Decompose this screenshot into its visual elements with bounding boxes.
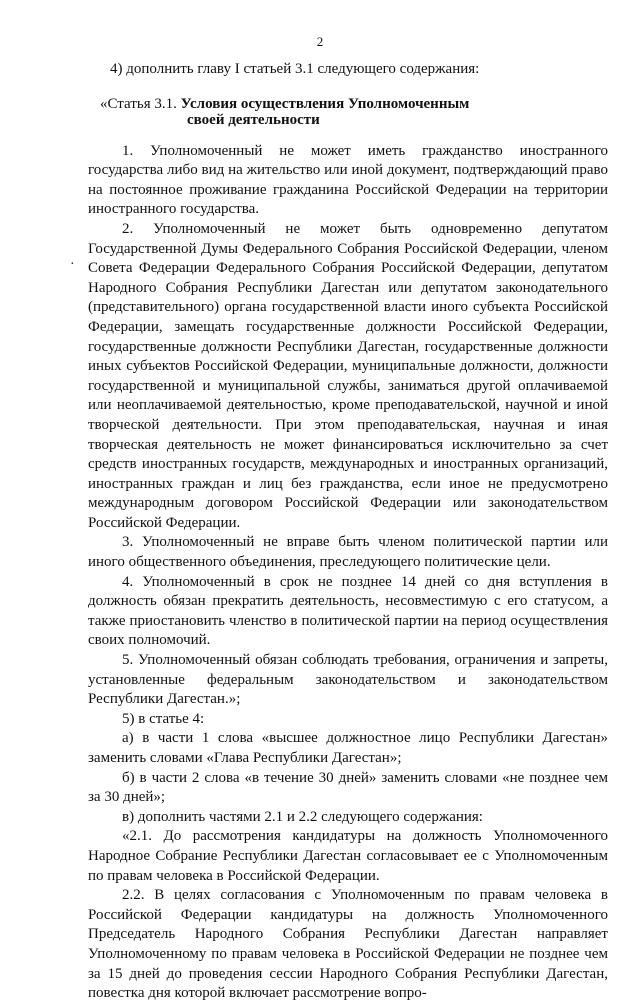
paragraph: а) в части 1 слова «высшее должностное лицо Республики Дагестан» заменить словами «Глава Республики Дагестан»; xyxy=(88,730,608,766)
document-body xyxy=(88,60,608,1004)
paragraph: 5) в статье 4: xyxy=(122,710,205,727)
paragraph: 3. Уполномоченный не вправе быть членом политической партии или иного общественного объединения, преследующего политические цели. xyxy=(88,534,608,571)
margin-mark: · xyxy=(70,257,75,272)
paragraph: «2.1. До рассмотрения кандидатуры на должность Уполномоченного Народное Собрание Республики Дагестан согласовывает ее с Уполномоченным по правам человека в Российской Федерации. xyxy=(88,828,608,884)
paragraph: 2.2. В целях согласования с Уполномоченным по правам человека в Российской Федерации кандидатуры на должность Уполномоченного Председатель Народного Собрания Республики Дагестан направляет Уполномоченному по правам человека в Российской Федерации не позднее чем за 15 дней до проведения сессии Народного Собрания Республики Дагестан, повестка дня которой включает рассмотрение вопро- xyxy=(88,887,608,1002)
intro-line: 4) дополнить главу I статьей 3.1 следующего содержания: xyxy=(110,61,480,77)
article-heading xyxy=(88,96,608,128)
paragraph: б) в части 2 слова «в течение 30 дней» заменить словами «не позднее чем за 30 дней»; xyxy=(88,769,608,806)
page-number: 2 xyxy=(316,34,324,49)
paragraph: 5. Уполномоченный обязан соблюдать требования, ограничения и запреты, установленные федеральным законодательством и законодательством Республики Дагестан.»; xyxy=(88,652,608,708)
paragraph: в) дополнить частями 2.1 и 2.2 следующего содержания: xyxy=(122,808,483,825)
article-prefix: «Статья 3.1. xyxy=(100,95,177,112)
paragraph: 2. Уполномоченный не может быть одновременно депутатом Государственной Думы Федерального Собрания Российской Федерации, членом Совета Федерации Федерального Собрания Российской Федерации, депутатом Народного Собрания Республики Дагестан или депутатом законодательного (представительного) органа государственной власти иного субъекта Российской Федерации, замещать государственные должности Российской Федерации, государственные должности Республики Дагестан, государственные должности иных субъектов Российской Федерации, муниципальные должности, должности государственной и муниципальной службы, заниматься другой оплачиваемой или неоплачиваемой деятельностью, кроме преподавательской, научной и иной творческой деятельности. При этом преподавательская, научная и иная творческая деятельность не может финансироваться исключительно за счет средств иностранных государств, международных и иностранных организаций, иностранных граждан и лиц без гражданства, если иное не предусмотрено международным договором Российской Федерации или законодательством Российской Федерации. xyxy=(88,220,608,531)
paragraph: 1. Уполномоченный не может иметь гражданство иностранного государства либо вид на жительство или иной документ, подтверждающий право на постоянное проживание гражданина Российской Федерации на территории иностранного государства. xyxy=(88,142,608,218)
paragraph: 4. Уполномоченный в срок не позднее 14 дней со дня вступления в должность обязан прекратить деятельность, несовместимую с его статусом, а также приостановить членство в политической партии на период осуществления своих полномочий. xyxy=(88,573,608,649)
article-title-line2: своей деятельности xyxy=(187,111,320,128)
article-title-line1: Условия осуществления Уполномоченным xyxy=(180,95,470,112)
